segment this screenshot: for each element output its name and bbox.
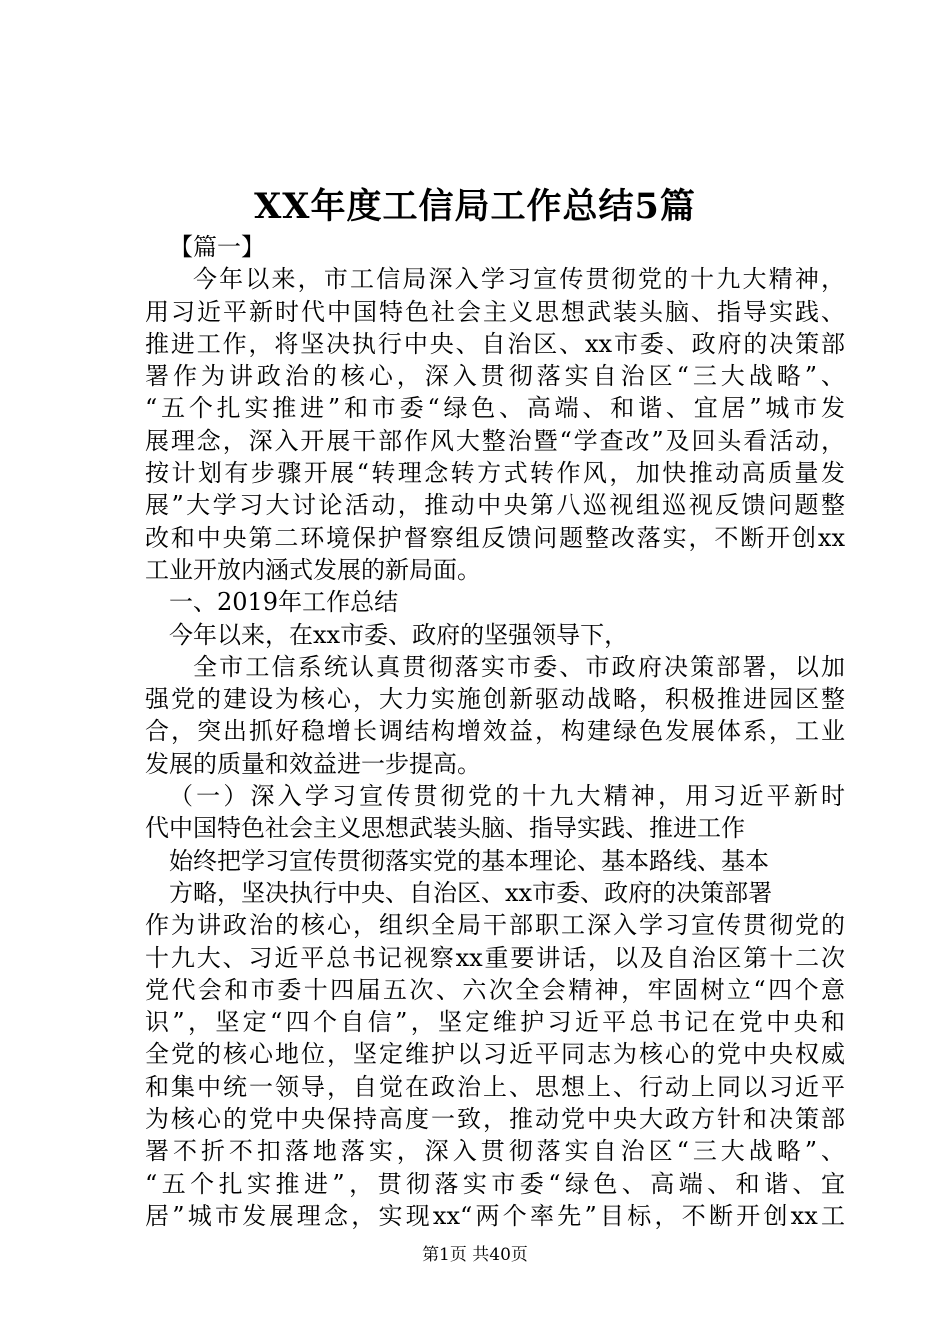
- section-heading: 【篇一】: [169, 233, 265, 261]
- text-line: 按计划有步骤开展“转理念转方式转作风，加快推动高质量发: [145, 459, 845, 488]
- text-line: 推进工作，将坚决执行中央、自治区、xx市委、政府的决策部: [145, 329, 845, 358]
- text-line: 工业开放内涵式发展的新局面。: [145, 555, 481, 584]
- text-line: “五个扎实推进”，贯彻落实市委“绿色、高端、和谐、宜: [145, 1169, 845, 1198]
- text-line: 展”大学习大讨论活动，推动中央第八巡视组巡视反馈问题整: [145, 491, 845, 520]
- text-line: 署作为讲政治的核心，深入贯彻落实自治区“三大战略”、: [145, 362, 845, 391]
- text-line: 方略，坚决执行中央、自治区、xx市委、政府的决策部署: [169, 878, 773, 907]
- subsection-heading: 代中国特色社会主义思想武装头脑、指导实践、推进工作: [145, 814, 745, 843]
- text-line: 为核心的党中央保持高度一致，推动党中央大政方针和决策部: [145, 1105, 845, 1134]
- text-line: 今年以来，在xx市委、政府的坚强领导下，: [169, 620, 629, 649]
- document-title: XX年度工信局工作总结5篇: [254, 186, 696, 227]
- text-line: 全党的核心地位，坚定维护以习近平同志为核心的党中央权威: [145, 1040, 845, 1069]
- text-line: 和集中统一领导，自觉在政治上、思想上、行动上同以习近平: [145, 1072, 845, 1101]
- text-line: 十九大、习近平总书记视察xx重要讲话，以及自治区第十二次: [145, 943, 845, 972]
- subsection-heading: （一）深入学习宣传贯彻党的十九大精神，用习近平新时: [169, 782, 845, 811]
- text-line: 始终把学习宣传贯彻落实党的基本理论、基本路线、基本: [169, 846, 769, 875]
- text-line: 党代会和市委十四届五次、六次全会精神，牢固树立“四个意: [145, 975, 845, 1004]
- text-line: “五个扎实推进”和市委“绿色、高端、和谐、宜居”城市发: [145, 394, 845, 423]
- text-line: 合，突出抓好稳增长调结构增效益，构建绿色发展体系，工业: [145, 717, 845, 746]
- text-line: 全市工信系统认真贯彻落实市委、市政府决策部署，以加: [193, 652, 845, 681]
- section-heading: 一、2019年工作总结: [169, 588, 399, 617]
- text-line: 识”，坚定“四个自信”，坚定维护习近平总书记在党中央和: [145, 1008, 845, 1037]
- text-line: 居”城市发展理念，实现xx“两个率先”目标，不断开创xx工: [145, 1201, 845, 1230]
- page-number: 第1页 共40页: [422, 1245, 528, 1265]
- text-line: 改和中央第二环境保护督察组反馈问题整改落实，不断开创xx: [145, 523, 845, 552]
- text-line: 展理念，深入开展干部作风大整治暨“学查改”及回头看活动，: [145, 426, 845, 455]
- text-line: 署不折不扣落地落实，深入贯彻落实自治区“三大战略”、: [145, 1137, 845, 1166]
- text-line: 用习近平新时代中国特色社会主义思想武装头脑、指导实践、: [145, 297, 845, 326]
- document-body: [145, 231, 845, 1232]
- text-line: 强党的建设为核心，大力实施创新驱动战略，积极推进园区整: [145, 685, 845, 714]
- text-line: 发展的质量和效益进一步提高。: [145, 749, 481, 778]
- text-line: 今年以来，市工信局深入学习宣传贯彻党的十九大精神，: [193, 265, 845, 294]
- text-line: 作为讲政治的核心，组织全局干部职工深入学习宣传贯彻党的: [145, 911, 845, 940]
